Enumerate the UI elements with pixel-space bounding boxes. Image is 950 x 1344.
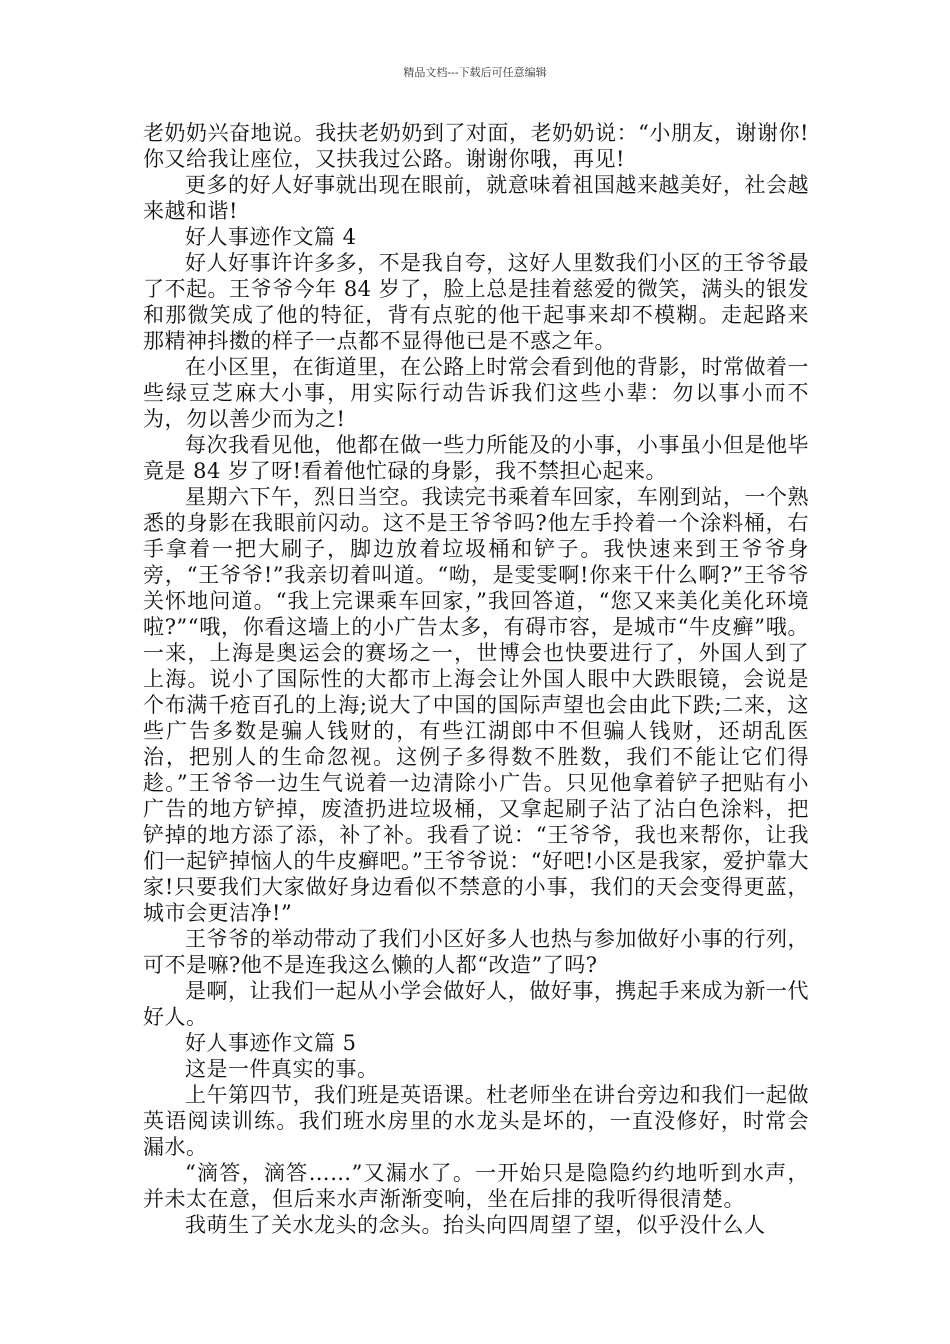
paragraph: 这是一件真实的事。 [185, 1057, 379, 1081]
page-header: 精品文档---下载后可任意编辑 [403, 66, 547, 79]
paragraph: 更多的好人好事就出现在眼前，就意味着祖国越来越美好，社会越来越和谐! [143, 173, 809, 223]
paragraph: 是啊，让我们一起从小学会做好人，做好事，携起手来成为新一代好人。 [143, 979, 809, 1029]
paragraph: “滴答，滴答……”又漏水了。一开始只是隐隐约约地听到水声，并未太在意，但后来水声渐渐变响，坐在后排的我听得很清楚。 [143, 1161, 809, 1211]
paragraph: 上午第四节，我们班是英语课。杜老师坐在讲台旁边和我们一起做英语阅读训练。我们班水房里的水龙头是坏的，一直没修好，时常会漏水。 [143, 1083, 809, 1159]
paragraph: 星期六下午，烈日当空。我读完书乘着车回家，车刚到站，一个熟悉的身影在我眼前闪动。这不是王爷爷吗?他左手拎着一个涂料桶，右手拿着一把大刷子，脚边放着垃圾桶和铲子。我快速来到王爷爷身旁，“王爷爷!”我亲切着叫道。“呦，是雯雯啊!你来干什么啊?”王爷爷关怀地问道。“我上完课乘车回家，”我回答道，“您又来美化美化环境啦?”“哦，你看这墙上的小广告太多，有碍市容，是城市“牛皮癣”哦。一来，上海是奥运会的赛场之一，世博会也快要进行了，外国人到了上海。说小了国际性的大都市上海会让外国人眼中大跌眼镜，会说是个布满千疮百孔的上海;说大了中国的国际声望也会由此下跌;二来，这些广告多数是骗人钱财的，有些江湖郎中不但骗人钱财，还胡乱医治，把别人的生命忽视。这例子多得数不胜数，我们不能让它们得趁。”王爷爷一边生气说着一边清除小广告。只见他拿着铲子把贴有小广告的地方铲掉，废渣扔进垃圾桶，又拿起刷子沾了沾白色涂料，把铲掉的地方添了添，补了补。我看了说：“王爷爷，我也来帮你，让我们一起铲掉恼人的牛皮癣吧。”王爷爷说：“好吧!小区是我家，爱护靠大家!只要我们大家做好身边看似不禁意的小事，我们的天会变得更蓝，城市会更洁净!” [143, 485, 809, 925]
section-heading: 好人事迹作文篇 5 [185, 1031, 357, 1055]
document-body [143, 120, 809, 1238]
section-heading: 好人事迹作文篇 4 [185, 225, 357, 249]
paragraph: 在小区里，在街道里，在公路上时常会看到他的背影，时常做着一些绿豆芝麻大小事，用实际行动告诉我们这些小辈：勿以事小而不为，勿以善少而为之! [143, 355, 809, 431]
paragraph: 每次我看见他，他都在做一些力所能及的小事，小事虽小但是他毕竟是 84 岁了呀!看着他忙碌的身影，我不禁担心起来。 [143, 433, 809, 483]
paragraph: 王爷爷的举动带动了我们小区好多人也热与参加做好小事的行列，可不是嘛?他不是连我这么懒的人都“改造”了吗? [143, 927, 809, 977]
paragraph: 好人好事许许多多，不是我自夸，这好人里数我们小区的王爷爷最了不起。王爷爷今年 84 岁了，脸上总是挂着慈爱的微笑，满头的银发和那微笑成了他的特征，背有点驼的他干起事来却不模糊。走起路来那精神抖擞的样子一点都不显得他已是不惑之年。 [143, 251, 809, 353]
paragraph: 我萌生了关水龙头的念头。抬头向四周望了望，似乎没什么人 [185, 1213, 766, 1237]
paragraph: 老奶奶兴奋地说。我扶老奶奶到了对面，老奶奶说：“小朋友，谢谢你!你又给我让座位，又扶我过公路。谢谢你哦，再见! [143, 121, 809, 171]
